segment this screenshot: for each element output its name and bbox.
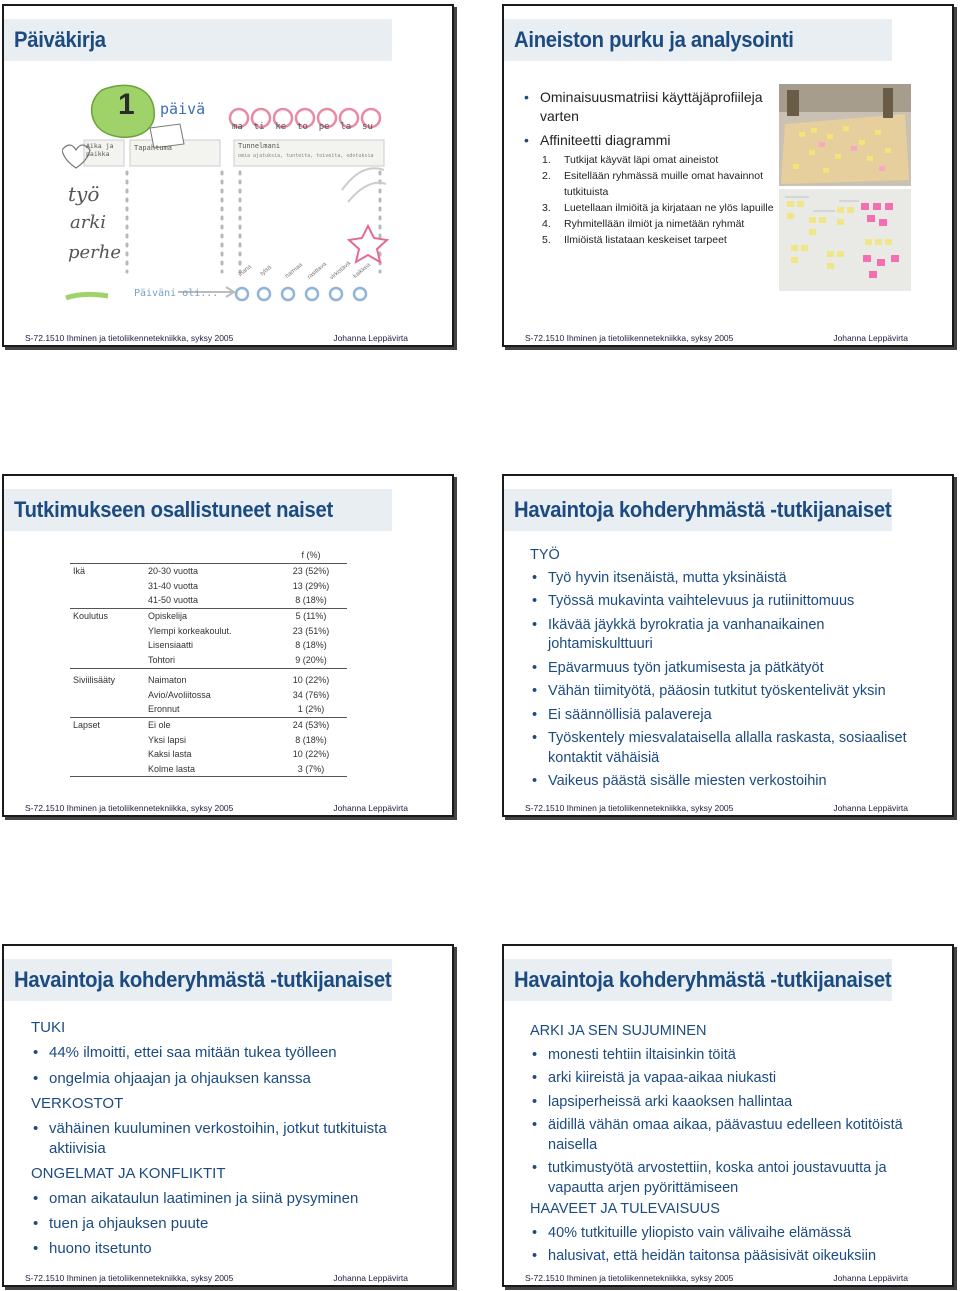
table-row [70,578,347,593]
bullet-item: • Vaikeus päästä sisälle miesten verkostoihin [532,772,930,792]
diary-word: päivä [160,100,206,118]
diary-col-mood: Tunnelmani [238,142,281,150]
step-text: Esitellään ryhmässä muille omat havainnot tutkituista [564,170,764,198]
bullet-item: • Ominaisuusmatriisi käyttäjäprofiileja varten [524,88,779,126]
row-value: 8 (18%) [295,595,327,606]
step-item [542,200,779,216]
slide-title: Päiväkirja [14,27,106,52]
row-label: Kolme lasta [148,762,275,777]
table-row [70,732,347,747]
row-label: Tohtori [148,655,176,666]
row-value: 8 (18%) [295,734,327,745]
step-text: Ryhmitellään ilmiöt ja nimetään ryhmät [564,218,745,230]
group-label: Lapset [70,717,148,732]
row-value: 10 (22%) [292,749,330,760]
footer-author: Johanna Leppävirta [333,1273,408,1283]
step-item [542,216,779,232]
step-number: 5. [542,234,551,246]
row-label: Ylempi korkeakoulut. [148,625,232,636]
step-number: 2. [542,170,551,182]
table-row [70,762,347,777]
section-heading: ARKI JA SEN SUJUMINEN [530,1023,707,1039]
affinity-table-photo [779,84,911,186]
step-number: 1. [542,154,551,166]
table-row [70,702,347,717]
table-row [70,593,347,608]
slide-havaintoja-tyo [502,474,954,817]
participants-table [70,548,347,777]
handwriting-1: työ [68,182,100,206]
bullet-item: • Työ hyvin itsenäistä, mutta yksinäistä [532,569,930,589]
mood-label: tylsä [259,264,273,278]
row-label: Naimaton [148,668,275,687]
handwriting-2: arki [70,212,106,233]
row-value: 23 (52%) [275,563,347,578]
diary-col-event: Tapahtuma [134,144,172,152]
bullet-list [524,88,779,150]
affinity-wall-photo [779,189,911,291]
bullet-item: • Työskentely miesvalataisella allalla raskasta, sosiaaliset kontaktit vähäisiä [532,729,930,768]
row-label: Kaksi lasta [148,749,192,760]
slide-paivakirja [2,4,454,347]
section-heading: HAAVEET JA TULEVAISUUS [530,1201,720,1217]
slide-footer [4,803,452,815]
row-value: 8 (18%) [295,640,327,651]
bullet-list [532,1224,925,1267]
row-value: 24 (53%) [275,717,347,732]
bullet-item: • Ei säännöllisiä palavereja [532,706,930,726]
table-row [70,563,347,578]
step-text: Ilmiöistä listataan keskeiset tarpeet [564,234,727,246]
section-heading: TUKI [31,1019,66,1036]
mood-label: ihana [237,263,253,279]
bullet-item: • lapsiperheissä arki kaaoksen hallintaa [532,1093,925,1113]
row-label: Eronnut [148,704,180,715]
slide-title-bar [504,489,892,531]
row-value: 34 (76%) [292,689,330,700]
mood-label: rasittava [306,261,328,281]
mood-labels [238,258,388,292]
footer-author: Johanna Leppävirta [833,803,908,813]
bullet-item: • Vähän tiimityötä, pääosin tutkitut työskentelivät yksin [532,682,930,702]
step-text: Tutkijat käyvät läpi omat aineistot [564,154,719,166]
row-label: 20-30 vuotta [148,563,275,578]
slide-footer [504,803,952,815]
bullet-item: • 44% ilmoitti, ettei saa mitään tukea työlleen [33,1043,431,1063]
slide-title-bar [504,959,892,1001]
bullet-item: • tutkimustyötä arvostettiin, koska antoi joustavuutta ja vapautta arjen pyörittämiseen [532,1159,925,1198]
group-label: Koulutus [70,608,148,623]
diary-illustration [62,80,392,306]
section-heading: ONGELMAT JA KONFLIKTIT [31,1165,226,1182]
footer-course: S-72.1510 Ihminen ja tietoliikennetekniikka, syksy 2005 [525,803,734,813]
slide-title: Havaintoja kohderyhmästä -tutkijanaiset [514,497,892,522]
table-header-f: f (%) [301,550,321,561]
mood-label: harmaa [284,262,304,280]
group-label: Siviilisääty [70,668,148,687]
slide-footer [4,1273,452,1285]
row-value: 13 (29%) [292,580,330,591]
mood-label: virkistävä [328,260,353,282]
row-label: Opiskelija [148,608,275,623]
bullet-item: • äidillä vähän omaa aikaa, päävastuu edelleen kotitöistä naisella [532,1116,925,1155]
row-label: Yksi lapsi [148,734,187,745]
slide-title: Tutkimukseen osallistuneet naiset [14,497,333,522]
step-number: 3. [542,202,551,214]
row-label: Ei ole [148,717,275,732]
diary-col-mood-sub: omia ajatuksia, tunteita, toiveita, odotuksia [238,153,374,159]
bullet-item: • halusivat, että heidän taitonsa pääsisivät oikeuksiin [532,1247,925,1267]
step-item [542,168,779,200]
bullet-item: • Affiniteetti diagrammi [524,131,779,150]
table-row [70,638,347,653]
bullet-item: • arki kiireistä ja vapaa-aikaa niukasti [532,1069,925,1089]
footer-course: S-72.1510 Ihminen ja tietoliikennetekniikka, syksy 2005 [25,1273,234,1283]
bullet-list [532,569,930,792]
section-heading: VERKOSTOT [31,1095,124,1112]
slide-title: Havaintoja kohderyhmästä -tutkijanaiset [14,967,392,992]
table-header-row [70,548,347,563]
mood-label: kaikkea [352,262,372,280]
steps-list [542,152,779,248]
row-label: 41-50 vuotta [148,595,199,606]
table-row [70,653,347,668]
slide-content [524,88,779,248]
diary-bottom-label: Päiväni oli... [134,288,219,299]
slide-havaintoja-arki [502,944,954,1287]
row-label: Avio/Avoliitossa [148,689,211,700]
bullet-item: • Työssä mukavinta vaihtelevuus ja rutiinittomuus [532,592,930,612]
footer-author: Johanna Leppävirta [333,803,408,813]
bullet-list [33,1119,431,1159]
slide-footer [504,1273,952,1285]
row-value: 23 (51%) [292,625,330,636]
slide-osallistuneet [2,474,454,817]
slide-title-bar [504,19,892,61]
row-value: 5 (11%) [275,608,347,623]
slide-footer [4,333,452,345]
row-value: 1 (2%) [297,704,325,715]
step-item [542,152,779,168]
footer-author: Johanna Leppävirta [333,333,408,343]
row-label: Lisensiaatti [148,640,194,651]
bullet-item: • Ikävää jäykkä byrokratia ja vanhanaikainen johtamiskulttuuri [532,616,930,655]
bullet-item: • tuen ja ohjauksen puute [33,1214,431,1234]
table-row [70,687,347,702]
bullet-list [33,1189,431,1259]
slide-footer [504,333,952,345]
diary-number: 1 [118,88,135,121]
footer-author: Johanna Leppävirta [833,1273,908,1283]
step-number: 4. [542,218,551,230]
bullet-item: • ongelmia ohjaajan ja ohjauksen kanssa [33,1069,431,1089]
slide-aineiston-purku [502,4,954,347]
step-text: Luetellaan ilmiöitä ja kirjataan ne ylös lapuille [564,202,774,214]
slide-content [31,1018,431,1259]
footer-author: Johanna Leppävirta [833,333,908,343]
bullet-item: • monesti tehtiin iltaisinkin töitä [532,1046,925,1066]
slide-title-bar [4,959,392,1001]
diary-days: ma ti ke to pe la su [232,122,373,132]
row-value: 9 (20%) [295,655,327,666]
slide-title-bar [4,489,392,531]
footer-course: S-72.1510 Ihminen ja tietoliikennetekniikka, syksy 2005 [25,333,234,343]
table-row [70,717,347,732]
table-row [70,623,347,638]
section-heading: TYÖ [530,547,560,563]
table-row [70,668,347,687]
slide-havaintoja-tuki [2,944,454,1287]
bullet-list [532,1046,925,1199]
slide-title-bar [4,19,392,61]
handwriting-3: perhe [68,242,122,263]
bullet-item: • vähäinen kuuluminen verkostoihin, jotkut tutkituista aktiivisia [33,1119,431,1159]
bullet-item: • huono itsetunto [33,1239,431,1259]
slide-content [530,546,930,792]
row-value: 3 (7%) [275,762,347,777]
footer-course: S-72.1510 Ihminen ja tietoliikennetekniikka, syksy 2005 [525,1273,734,1283]
bullet-list [33,1043,431,1089]
step-item [542,232,779,248]
slide-title: Havaintoja kohderyhmästä -tutkijanaiset [514,967,892,992]
table-row [70,747,347,762]
row-label: 31-40 vuotta [148,580,199,591]
bullet-item: • Epävarmuus työn jatkumisesta ja pätkätyöt [532,659,930,679]
table-row [70,608,347,623]
bullet-item: • 40% tutkituille yliopisto vain välivaihe elämässä [532,1224,925,1244]
footer-course: S-72.1510 Ihminen ja tietoliikennetekniikka, syksy 2005 [525,333,734,343]
slide-content [530,1022,925,1267]
footer-course: S-72.1510 Ihminen ja tietoliikennetekniikka, syksy 2005 [25,803,234,813]
bullet-item: • oman aikataulun laatiminen ja siinä pysyminen [33,1189,431,1209]
row-value: 10 (22%) [275,668,347,687]
group-label: Ikä [70,563,148,578]
diary-col-time: Aika ja paikka [86,142,114,158]
slide-title: Aineiston purku ja analysointi [514,27,794,52]
